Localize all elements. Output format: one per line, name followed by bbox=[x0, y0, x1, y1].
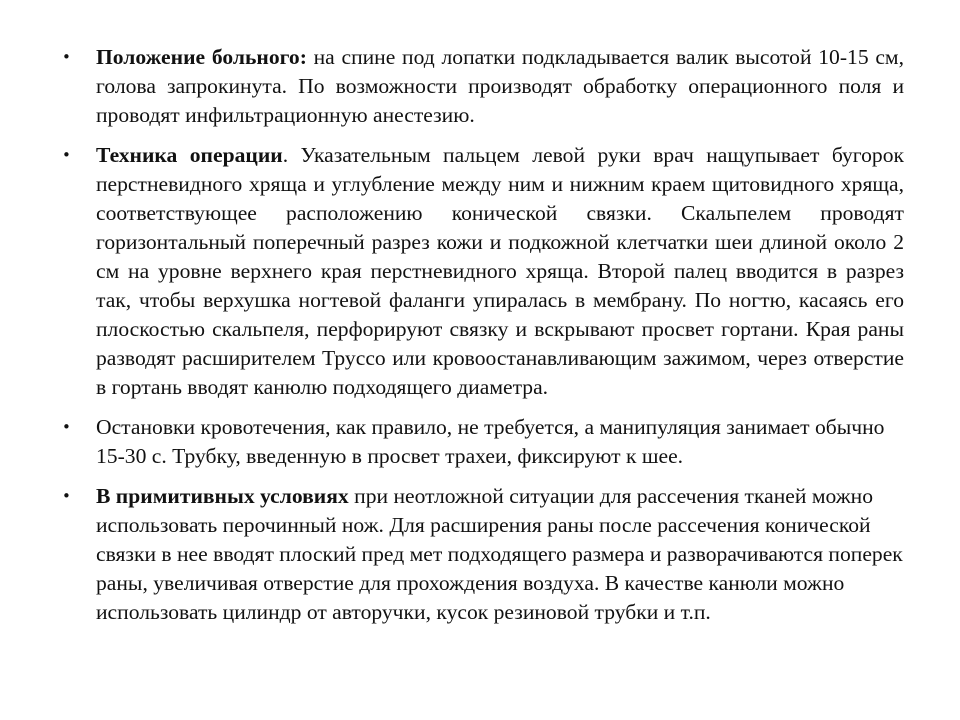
bullet-lead: В примитивных условиях bbox=[96, 484, 349, 508]
bullet-text: на спине под лопатки подкладывается валик высотой 10-15 см, голова запрокинута. По возможности производят обработку операционного поля и проводят инфильтрационную анестезию. bbox=[96, 45, 904, 127]
bullet-list bbox=[62, 43, 904, 627]
bullet-item-bleeding bbox=[62, 413, 904, 471]
paragraph bbox=[96, 141, 904, 402]
bullet-dot-icon: • bbox=[62, 418, 71, 436]
paragraph bbox=[96, 43, 904, 130]
bullet-lead: Положение больного: bbox=[96, 45, 307, 69]
paragraph bbox=[96, 413, 904, 471]
bullet-text: Остановки кровотечения, как правило, не требуется, а манипуляция занимает обычно 15-30 с. Трубку, введенную в просвет трахеи, фиксируют к шее. bbox=[96, 415, 885, 468]
paragraph bbox=[96, 482, 904, 627]
bullet-text: . Указательным пальцем левой руки врач нащупывает бугорок перстневидного хряща и углубление между ним и нижним краем щитовидного хряща, соответствующее расположению конической связки. Скальпелем проводят горизонтальный поперечный разрез кожи и подкожной клетчатки шеи длиной около 2 см на уровне верхнего края перстневидного хряща. Второй палец вводится в разрез так, чтобы верхушка ногтевой фаланги упиралась в мембрану. По ногтю, касаясь его плоскостью скальпеля, перфорируют связку и вскрывают просвет гортани. Края раны разводят расширителем Труссо или кровоостанавливающим зажимом, через отверстие в гортань вводят канюлю подходящего диаметра. bbox=[96, 143, 904, 399]
bullet-item-operation-technique bbox=[62, 141, 904, 402]
bullet-dot-icon: • bbox=[62, 487, 71, 505]
bullet-dot-icon: • bbox=[62, 48, 71, 66]
bullet-item-primitive-conditions bbox=[62, 482, 904, 627]
bullet-dot-icon: • bbox=[62, 146, 71, 164]
bullet-text: при неотложной ситуации для рассечения тканей можно использовать перочинный нож. Для расширения раны после рассечения конической связки в нее вводят плоский пред мет подходящего размера и разворачиваются поперек раны, увеличивая отверстие для прохождения воздуха. В качестве канюли можно использовать цилиндр от авторучки, кусок резиновой трубки и т.п. bbox=[96, 484, 903, 624]
bullet-lead: Техника операции bbox=[96, 143, 283, 167]
bullet-item-patient-position bbox=[62, 43, 904, 130]
